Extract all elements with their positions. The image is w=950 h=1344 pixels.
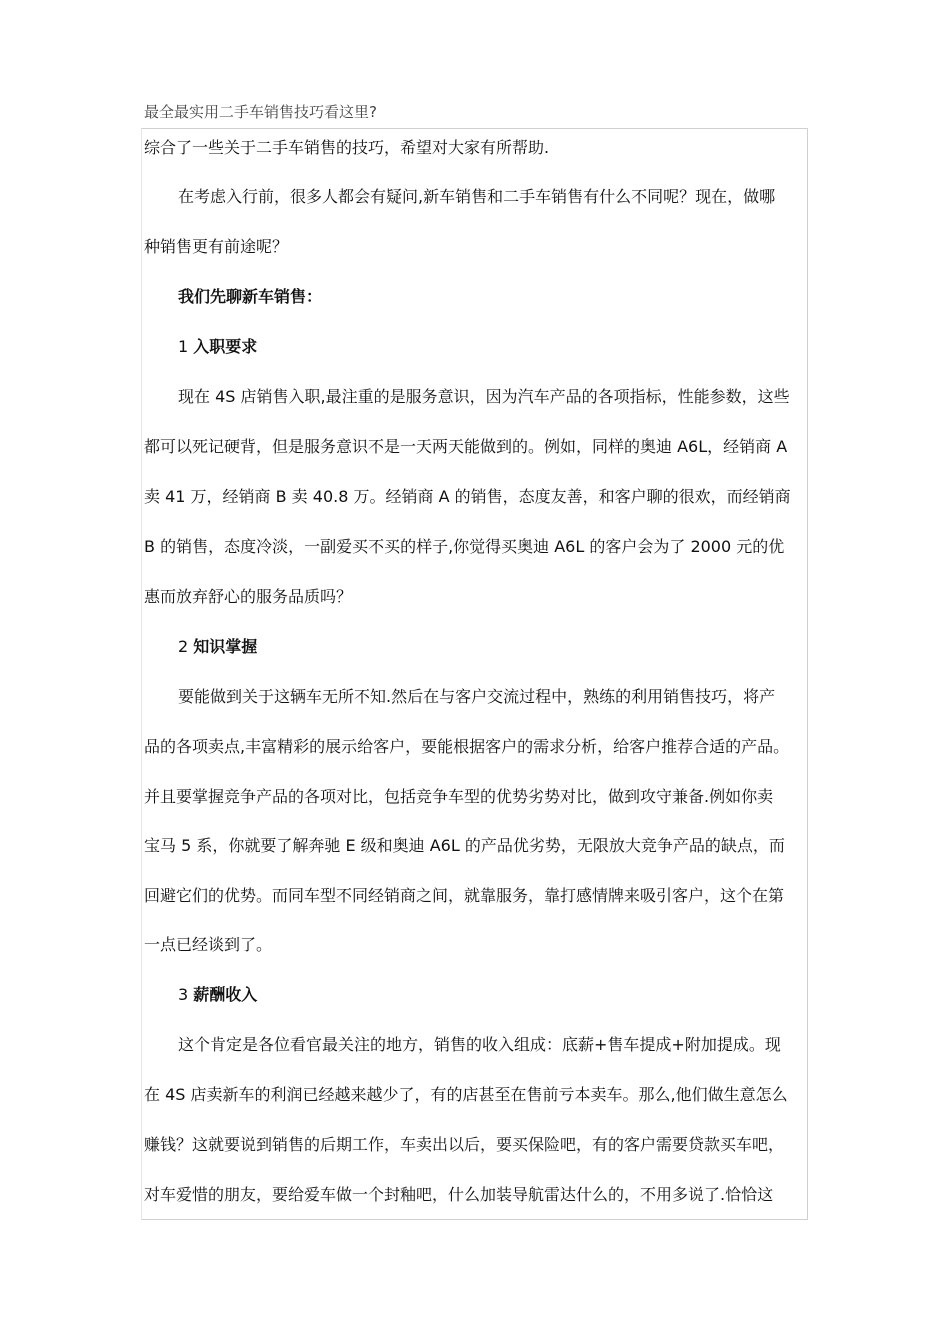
paragraph-line: 这个肯定是各位看官最关注的地方，销售的收入组成：底薪+售车提成+附加提成。现 (178, 1035, 781, 1054)
paragraph-line: 在考虑入行前，很多人都会有疑问,新车销售和二手车销售有什么不同呢？现在，做哪 (178, 187, 776, 206)
paragraph-line: 都可以死记硬背，但是服务意识不是一天两天能做到的。例如，同样的奥迪 A6L，经销商 A (144, 437, 788, 456)
section-title: 知识掌握 (193, 637, 258, 656)
paragraph-line: 在 4S 店卖新车的利润已经越来越少了，有的店甚至在售前亏本卖车。那么,他们做生意怎么 (144, 1085, 788, 1104)
paragraph-line: 品的各项卖点,丰富精彩的展示给客户，要能根据客户的需求分析，给客户推荐合适的产品。 (144, 737, 790, 756)
paragraph-line: 对车爱惜的朋友，要给爱车做一个封釉吧，什么加装导航雷达什么的，不用多说了.恰恰这 (144, 1185, 774, 1204)
paragraph-line: 惠而放弃舒心的服务品质吗？ (144, 587, 353, 606)
paragraph-line: 卖 41 万，经销商 B 卖 40.8 万。经销商 A 的销售，态度友善，和客户聊的很欢，而经销商 (144, 487, 791, 506)
document-title: 最全最实用二手车销售技巧看这里? (144, 103, 377, 121)
intro-line: 综合了一些关于二手车销售的技巧，希望对大家有所帮助. (144, 138, 550, 157)
section-title: 入职要求 (193, 337, 258, 356)
section-heading-3 (178, 984, 812, 1006)
paragraph-line: B 的销售，态度冷淡，一副爱买不买的样子,你觉得买奥迪 A6L 的客户会为了 2000 元的优 (144, 537, 785, 556)
section-heading-1 (178, 336, 812, 358)
section-number: 1 (178, 337, 189, 356)
paragraph-line: 宝马 5 系，你就要了解奔驰 E 级和奥迪 A6L 的产品优劣势，无限放大竞争产品的缺点，而 (144, 836, 785, 855)
section-heading-2 (178, 636, 812, 658)
paragraph-line: 赚钱？这就要说到销售的后期工作，车卖出以后，要买保险吧，有的客户需要贷款买车吧， (144, 1135, 785, 1154)
section-number: 2 (178, 637, 189, 656)
paragraph-line: 回避它们的优势。而同车型不同经销商之间，就靠服务，靠打感情牌来吸引客户，这个在第 (144, 886, 785, 905)
paragraph-line: 一点已经谈到了。 (144, 935, 273, 954)
section-title: 薪酬收入 (193, 985, 258, 1004)
section-intro-heading: 我们先聊新车销售： (178, 287, 323, 306)
section-number: 3 (178, 985, 189, 1004)
paragraph-line: 并且要掌握竞争产品的各项对比，包括竞争车型的优势劣势对比，做到攻守兼备.例如你卖 (144, 787, 774, 806)
paragraph-line: 要能做到关于这辆车无所不知.然后在与客户交流过程中，熟练的利用销售技巧，将产 (178, 687, 776, 706)
paragraph-line: 现在 4S 店销售入职,最注重的是服务意识，因为汽车产品的各项指标，性能参数，这些 (178, 387, 790, 406)
paragraph-line: 种销售更有前途呢？ (144, 237, 289, 256)
